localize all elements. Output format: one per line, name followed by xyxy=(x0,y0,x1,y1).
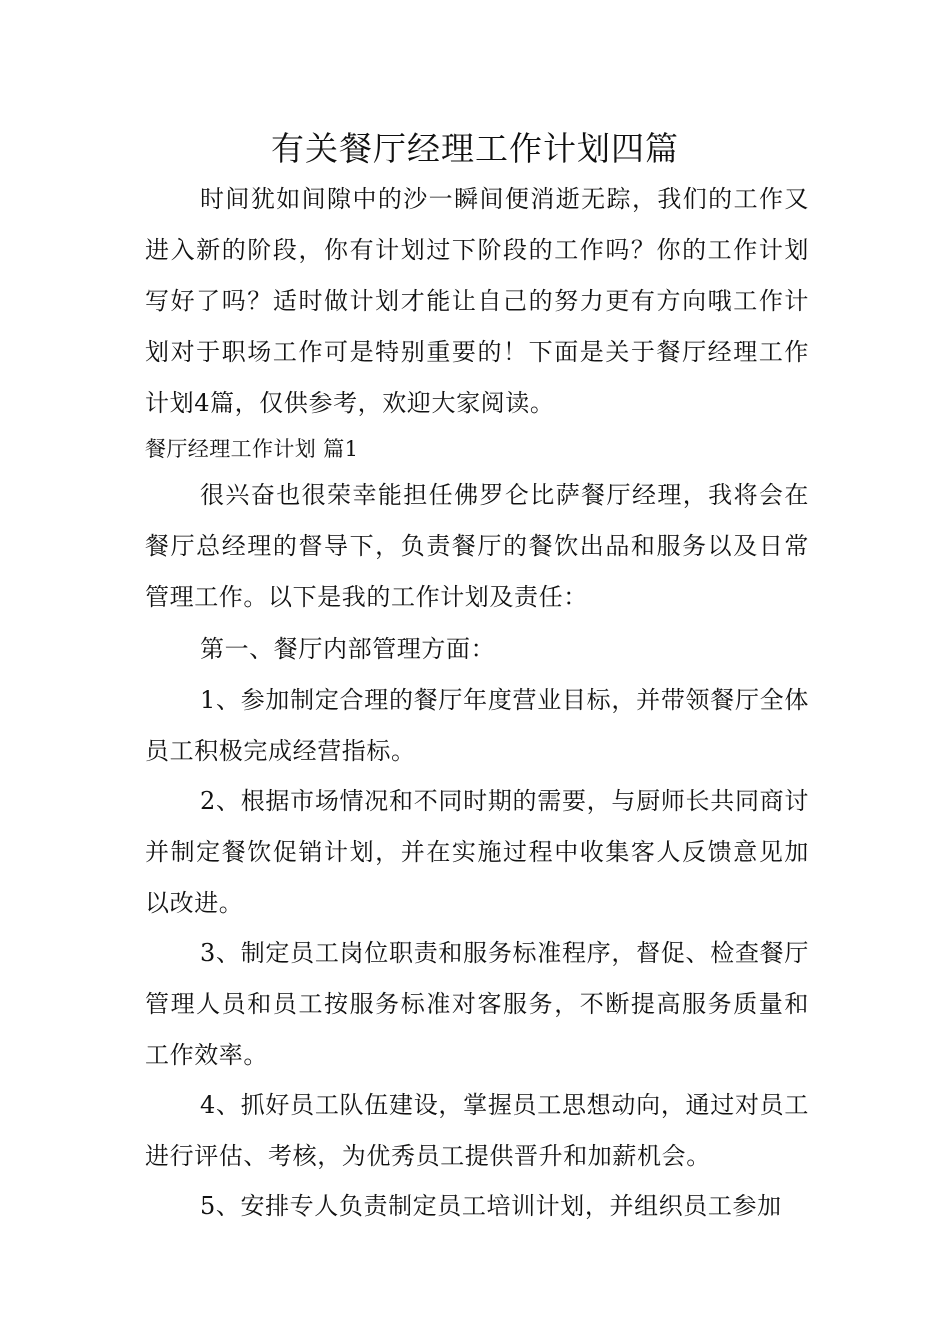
document-title: 有关餐厅经理工作计划四篇 xyxy=(271,129,679,168)
list-item: 2、根据市场情况和不同时期的需要，与厨师长共同商讨并制定餐饮促销计划，并在实施过程中收集客人反馈意见加以改进。 xyxy=(145,787,809,917)
section-heading: 餐厅经理工作计划 篇1 xyxy=(145,437,359,461)
list-item: 4、抓好员工队伍建设，掌握员工思想动向，通过对员工进行评估、考核，为优秀员工提供晋升和加薪机会。 xyxy=(145,1091,809,1170)
body-paragraph: 很兴奋也很荣幸能担任佛罗仑比萨餐厅经理，我将会在餐厅总经理的督导下，负责餐厅的餐饮出品和服务以及日常管理工作。以下是我的工作计划及责任： xyxy=(145,481,809,611)
body-paragraph: 第一、餐厅内部管理方面： xyxy=(200,635,496,663)
list-item: 5、安排专人负责制定员工培训计划，并组织员工参加 xyxy=(200,1192,782,1220)
list-item: 3、制定员工岗位职责和服务标准程序，督促、检查餐厅管理人员和员工按服务标准对客服务，不断提高服务质量和工作效率。 xyxy=(145,939,809,1069)
list-item: 1、参加制定合理的餐厅年度营业目标，并带领餐厅全体员工积极完成经营指标。 xyxy=(145,686,809,765)
intro-paragraph: 时间犹如间隙中的沙一瞬间便消逝无踪，我们的工作又进入新的阶段，你有计划过下阶段的工作吗？你的工作计划写好了吗？适时做计划才能让自己的努力更有方向哦工作计划对于职场工作可是特别重要的！下面是关于餐厅经理工作计划4篇，仅供参考，欢迎大家阅读。 xyxy=(145,185,809,417)
